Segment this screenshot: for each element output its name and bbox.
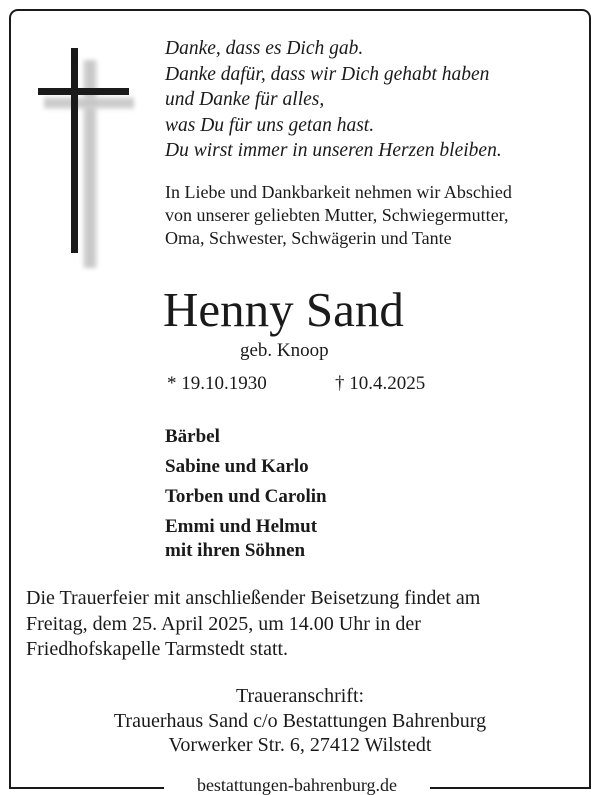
service-line: Freitag, dem 25. April 2025, um 14.00 Uhr in der — [26, 612, 421, 635]
birth-date: * 19.10.1930 — [167, 373, 267, 394]
death-date: † 10.4.2025 — [335, 373, 426, 394]
poem-line: Danke, dass es Dich gab. — [165, 38, 364, 59]
maiden-name: geb. Knoop — [240, 340, 329, 361]
poem-line: Du wirst immer in unseren Herzen bleiben. — [165, 140, 502, 161]
intro-text — [165, 181, 585, 250]
cross-icon — [38, 48, 138, 278]
mourner: mit ihren Söhnen — [165, 540, 306, 561]
address-line: Vorwerker Str. 6, 27412 Wilstedt — [168, 734, 432, 756]
border-bottom-left — [9, 787, 164, 789]
mourner: Bärbel — [165, 426, 220, 447]
poem — [165, 36, 585, 164]
service-line: Friedhofskapelle Tarmstedt statt. — [26, 638, 289, 660]
service-info — [26, 586, 586, 663]
mourners-list — [165, 425, 327, 563]
intro-line: In Liebe und Dankbarkeit nehmen wir Abschied — [165, 182, 512, 202]
website-link[interactable]: bestattungen-bahrenburg.de — [164, 775, 430, 795]
poem-line: und Danke für alles, — [165, 89, 325, 110]
poem-line: was Du für uns getan hast. — [165, 114, 375, 136]
mourner: Torben und Carolin — [165, 486, 327, 507]
poem-line: Danke dafür, dass wir Dich gehabt haben — [165, 63, 490, 85]
address-line: Traueranschrift: — [235, 685, 365, 707]
deceased-name: Henny Sand — [163, 282, 404, 337]
mourner: Emmi und Helmut — [165, 516, 318, 537]
mourning-address — [20, 684, 580, 758]
mourner: Sabine und Karlo — [165, 456, 309, 477]
intro-line: von unserer geliebten Mutter, Schwiegermutter, — [165, 205, 509, 225]
address-line: Trauerhaus Sand c/o Bestattungen Bahrenburg — [113, 709, 487, 732]
intro-line: Oma, Schwester, Schwägerin und Tante — [165, 228, 452, 248]
service-line: Die Trauerfeier mit anschließender Beisetzung findet am — [26, 587, 481, 609]
border-bottom-right — [430, 787, 591, 789]
